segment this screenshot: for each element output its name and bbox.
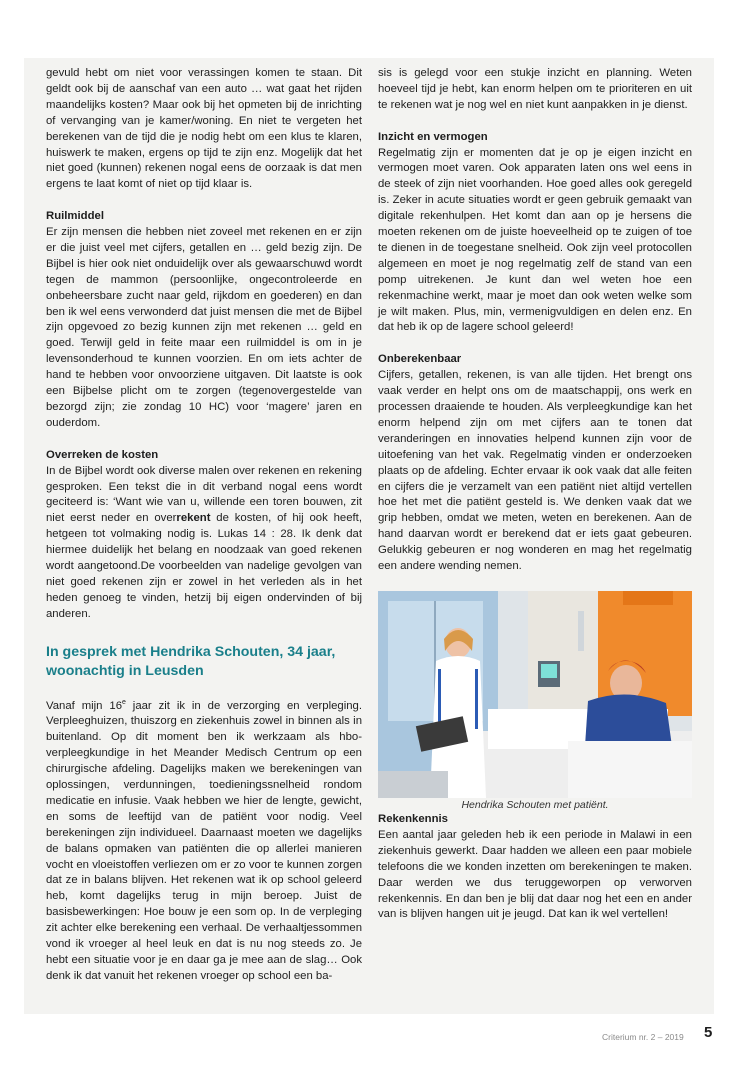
heading-onberekenbaar: Onberekenbaar: [378, 353, 462, 366]
paragraph-interview: [46, 695, 362, 985]
heading-overreken: Overreken de kosten: [46, 448, 159, 461]
intro-paragraph: gevuld hebt om niet voor verassingen komen te staan. Dit geldt ook bij de aanschaf van een auto … wat gaat het rijden maandelijks kosten? Maar ook bij het opmeten bij de inrichting of vervanging van je kamer/woning. En niet te vergeten het berekenen van de tijd die je nodig hebt om een klus te klaren, huiswerk te maken, ergens op tijd te zijn enz. Mogelijk dat het niet goed (kunnen) rekenen nogal eens de oorzaak is dat men ergens te laat komt of niet op tijd klaar is.: [46, 67, 362, 191]
interview-text-pre: Vanaf mijn 16: [46, 699, 122, 712]
interview-title: In gesprek met Hendrika Schouten, 34 jaar, woonachtig in Leusden: [46, 643, 336, 679]
paragraph-rekenkennis: Een aantal jaar geleden heb ik een periode in Malawi in een ziekenhuis gewerkt. Daar hadden we alleen een paar mobiele telefoons die we konden inzetten om berekeningen te maken. Daar werden we dus teruggeworpen op verworven rekenkennis. En dan ben je blij dat daar nog het een en ander van is blijven hangen uit je jeugd. Dat kan ik wel vertellen!: [378, 828, 692, 921]
photo-caption: Hendrika Schouten met patiënt.: [461, 798, 609, 811]
heading-ruilmiddel: Ruilmiddel: [46, 210, 104, 223]
paragraph-onberekenbaar: Cijfers, getallen, rekenen, is van alle tijden. Het brengt ons vaak verder en helpt ons om de maatschappij, ons werk en processen draaiende te houden. Als verpleegkundige kan het enorm helpend zijn om met cijfers aan te tonen dat veranderingen en innovaties helpend kunnen zijn voor de uitoefening van het vak. Regelmatig vinden er onderzoeken plaats op de afdeling. Echter ervaar ik ook vaak dat alle feiten en cijfers die je verzamelt van een patiënt niet altijd vertellen hoe het met die patiënt gesteld is. We denken vaak dat we grip hebben, omdat we meten, weten en berekenen. Aan de hand daarvan wordt er berekend dat er iets gaat gebeuren. Gelukkig gebeuren er nog wonderen en mag het regelmatig een andere wending nemen.: [378, 369, 692, 573]
photo-illustration: [378, 591, 692, 798]
footer-publication: Criterium nr. 2 – 2019: [602, 1032, 684, 1042]
photo-nurse-with-patient: [378, 591, 692, 798]
overreken-bold: rekent: [176, 512, 211, 525]
paragraph-overreken: [46, 464, 362, 623]
left-column: [46, 66, 362, 985]
interview-superscript: e: [122, 698, 126, 706]
overreken-text-b: de kosten, of hij ook heeft, hetgeen tot volmaking nodig is. Lukas 14 : 28. Ik denk dat hiermee duidelijk het belang en noodzaak van goed rekenen wordt aangetoond.De voorbeelden van nadelige gevolgen van niet goed rekenen zijn er zowel in het verleden als in het heden genoeg te vinden, hetzij bij eigen ondervinden of bij anderen.: [46, 512, 362, 620]
paragraph-ruilmiddel: Er zijn mensen die hebben niet zoveel met rekenen en er zijn er die juist veel met cijfers, getallen en … geld bezig zijn. De Bijbel is hier ook niet onduidelijk over als gewaarschuwd wordt tegen de mammon (persoonlijke, ongecontroleerde en onbeheersbare zucht naar geld, rijkdom en goederen) en dan ben ik wel eens verwonderd dat juist mensen die met de Bijbel zijn opgevoed zo bezig kunnen zijn met rekenen … geld en goed. Terwijl geld in feite maar een ruilmiddel is om in je levensonderhoud te kunnen voorzien. En om iets achter de hand te hebben voor onvoorziene uitgaven. Dit laatste is ook een Bijbelse plicht om te zorgen (tegenovergestelde van bezorgd zijn; zie zondag 10 HC) voor ‘magere’ jaren en ouderdom.: [46, 226, 362, 429]
paragraph-continued: sis is gelegd voor een stukje inzicht en planning. Weten hoeveel tijd je hebt, kan enorm helpen om te prioriteren en uit te rekenen wat je nog wel en niet kunt aanpakken in je dienst.: [378, 67, 692, 111]
heading-rekenkennis: Rekenkennis: [378, 812, 448, 825]
page-number: 5: [704, 1024, 713, 1041]
overreken-text-a: In de Bijbel wordt ook diverse malen over rekenen en rekening gesproken. Een tekst die in dit verband nogal eens wordt geciteerd is: ‘Want wie van u, willende een toren bouwen, zit niet eerst neder en over: [46, 464, 362, 525]
right-column: [378, 66, 692, 923]
heading-inzicht: Inzicht en vermogen: [378, 130, 488, 143]
interview-text: jaar zit ik in de verzorging en verpleging. Verpleeghuizen, thuiszorg en ziekenhuis zowel in binnen als in buitenland. Op dit moment ben ik werkzaam als hbo-verpleegkundige in het Meander Medisch Centrum op een chirurgische afdeling. Dagelijks maken we berekeningen van oplossingen, verdunningen, toedieningssnelheid rondom medicatie en infusie. Vaak hebben we hier de lengte, gewicht, en soms de leeftijd van de patiënt voor nodig. Veel berekeningen zijn individueel. Daarnaast moeten we dagelijks de balans opmaken van patiënten die op allerlei manieren vocht en vloeistoffen verliezen om er zo voor te kunnen zorgen dat ze in balans blijven. Het rekenen wat ik op school geleerd heb, komt dagelijks terug in mijn beroep. Juist de basisbewerkingen: Hoe bouw je een som op. In de verpleging zit achter elke berekening een verhaal. De verhaaltjessommen vond ik vroeger al heel leuk en dat is nu nog steeds zo. Je hebt een situatie voor je en daar ga je mee aan de slag… Ook denk ik dat vanuit het rekenen vroeger op school een ba-: [46, 699, 362, 982]
paragraph-inzicht: Regelmatig zijn er momenten dat je op je eigen inzicht en vermogen moet varen. Ook apparaten laten ons wel eens in de steek of zijn niet voorhanden. Hoe goed alles ook geregeld is. Zeker in acute situaties wordt er geen gebruik gemaakt van digitale rekenhulpen. Het komt dan aan op je hersens die moeten rekenen om de juiste hoeveelheid op te zuigen of toe te dienen in de toegestane snelheid. Ook zijn veel protocollen algemeen en moet je nog regelmatig zelf de stand van een pomp uitrekenen. Je kunt dan wel weten hoe een rekenmachine werkt, maar je moet dan ook weten welke som je wilt maken. Plus, min, vermenigvuldigen en delen enz. En dat heb ik op de lagere school geleerd!: [378, 146, 692, 334]
